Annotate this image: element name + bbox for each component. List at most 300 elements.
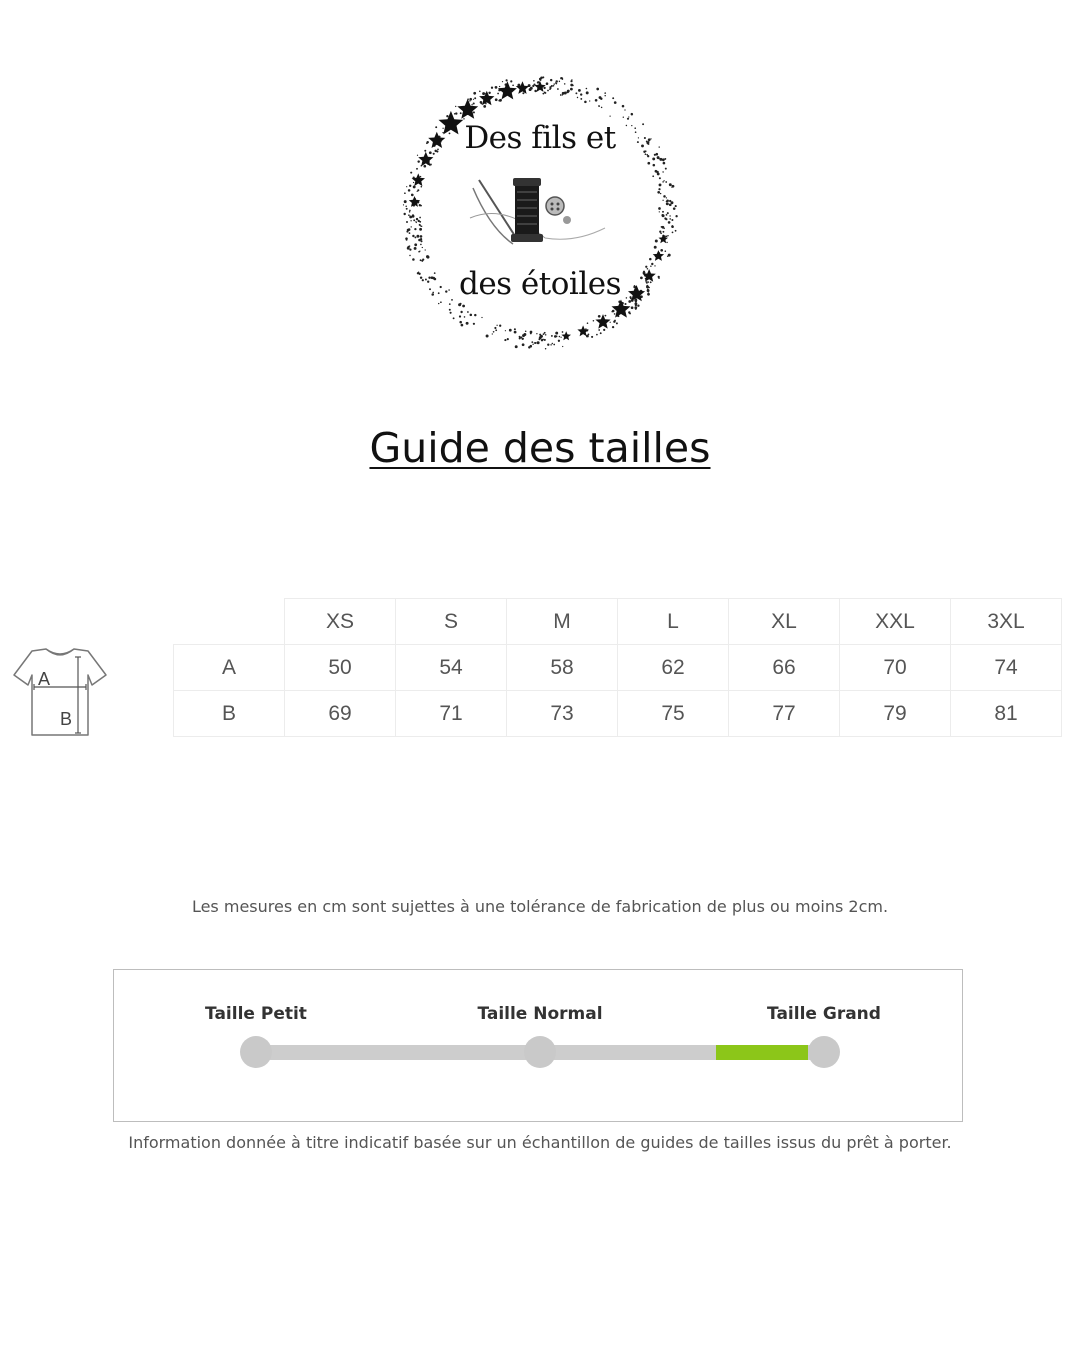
wreath-dot	[555, 82, 556, 83]
wreath-dot	[675, 205, 677, 207]
wreath-dot	[421, 260, 423, 262]
wreath-dot	[481, 317, 482, 318]
wreath-dot	[408, 214, 410, 216]
size-header: L	[618, 599, 729, 645]
wreath-dot	[637, 305, 639, 307]
wreath-dot	[417, 189, 419, 191]
wreath-dot	[570, 84, 573, 87]
wreath-dot	[666, 197, 667, 198]
wreath-dot	[413, 185, 416, 188]
wreath-dot	[509, 329, 512, 332]
fit-label-small: Taille Petit	[205, 1004, 307, 1024]
wreath-dot	[522, 343, 525, 346]
star-icon	[498, 81, 517, 99]
wreath-dot	[598, 105, 600, 107]
table-cell: 74	[951, 645, 1062, 691]
wreath-dot	[494, 327, 496, 329]
wreath-dot	[614, 101, 617, 104]
wreath-dot	[482, 92, 485, 95]
wreath-dot	[595, 99, 598, 102]
star-icon	[612, 300, 631, 318]
wreath-dot	[578, 89, 581, 92]
wreath-dot	[584, 101, 587, 104]
wreath-dot	[672, 185, 674, 187]
wreath-dot	[464, 316, 466, 318]
wreath-dot	[562, 92, 565, 95]
wreath-dot	[599, 96, 602, 99]
wreath-dot	[553, 83, 554, 84]
table-cell: 69	[285, 691, 396, 737]
wreath-dot	[616, 322, 618, 324]
wreath-dot	[653, 164, 656, 167]
star-icon	[457, 99, 478, 119]
wreath-dot	[628, 116, 629, 117]
wreath-dot	[446, 115, 448, 117]
wreath-dot	[406, 186, 407, 187]
wreath-dot	[543, 333, 545, 335]
wreath-dot	[631, 113, 633, 115]
wreath-dot	[514, 331, 517, 334]
wreath-dot	[656, 171, 659, 174]
wreath-dot	[545, 348, 546, 349]
wreath-dot	[552, 343, 553, 344]
wreath-dot	[624, 303, 626, 305]
wreath-dot	[589, 100, 590, 101]
wreath-dot	[491, 87, 493, 89]
row-label-b: B	[174, 691, 285, 737]
wreath-dot	[413, 182, 414, 183]
wreath-dot	[669, 218, 671, 220]
wreath-dot	[409, 255, 410, 256]
wreath-dot	[540, 76, 543, 79]
wreath-dot	[409, 215, 412, 218]
wreath-dot	[473, 92, 476, 95]
disclaimer-note: Information donnée à titre indicatif basée sur un échantillon de guides de tailles issus du prêt à porter.	[128, 1133, 952, 1152]
wreath-dot	[533, 80, 535, 82]
wreath-dot	[666, 242, 667, 243]
wreath-dot	[406, 221, 408, 223]
wreath-dot	[519, 337, 521, 339]
wreath-dot	[534, 90, 536, 92]
wreath-dot	[416, 235, 419, 238]
thread-spool-icon	[470, 178, 605, 244]
wreath-dot	[458, 303, 461, 306]
fit-dot-large	[808, 1036, 840, 1068]
wreath-dot	[412, 258, 415, 261]
wreath-dot	[665, 168, 667, 170]
wreath-dot	[553, 85, 555, 87]
wreath-dot	[415, 221, 416, 222]
star-icon	[412, 173, 425, 186]
wreath-dot	[420, 240, 422, 242]
size-header: XXL	[840, 599, 951, 645]
wreath-dot	[671, 201, 674, 204]
logo-line-2: des étoiles	[458, 266, 621, 302]
wreath-dot	[662, 200, 663, 201]
wreath-dot	[666, 214, 668, 216]
wreath-dot	[665, 218, 667, 220]
wreath-dot	[419, 250, 420, 251]
wreath-dot	[663, 195, 666, 198]
wreath-dot	[421, 186, 423, 188]
wreath-dot	[449, 309, 451, 311]
wreath-dot	[555, 332, 558, 335]
star-icon	[516, 81, 529, 94]
wreath-dot	[470, 314, 473, 317]
wreath-dot	[406, 208, 408, 210]
wreath-dot	[420, 205, 422, 207]
wreath-dot	[427, 256, 430, 259]
wreath-dot	[663, 228, 664, 229]
wreath-dot	[467, 311, 469, 313]
wreath-dot	[466, 322, 469, 325]
fit-dot-normal	[524, 1036, 556, 1068]
wreath-dot	[438, 303, 439, 304]
wreath-dot	[635, 304, 637, 306]
wreath-dot	[403, 213, 405, 215]
fit-scale-box	[113, 969, 963, 1122]
wreath-dot	[596, 334, 598, 336]
wreath-dot	[662, 211, 664, 213]
star-icon	[653, 250, 664, 261]
wreath-dot	[550, 79, 552, 81]
wreath-dot	[604, 92, 606, 94]
wreath-dot	[596, 88, 599, 91]
wreath-dot	[409, 185, 411, 187]
wreath-dot	[543, 87, 545, 89]
fit-indicator-bar	[716, 1045, 808, 1060]
fit-dot-small	[240, 1036, 272, 1068]
wreath-dot	[575, 92, 577, 94]
wreath-dot	[652, 175, 654, 177]
wreath-dot	[659, 177, 661, 179]
star-icon	[595, 314, 610, 329]
wreath-dot	[666, 235, 668, 237]
wreath-dot	[544, 339, 546, 341]
table-cell: 75	[618, 691, 729, 737]
wreath-dot	[419, 224, 421, 226]
wreath-dot	[410, 220, 411, 221]
wreath-dot	[662, 231, 664, 233]
wreath-dot	[416, 218, 418, 220]
wreath-dot	[577, 97, 578, 98]
wreath-dot	[559, 336, 561, 338]
wreath-dot	[413, 219, 415, 221]
wreath-dot	[417, 160, 419, 162]
wreath-dot	[603, 329, 605, 331]
wreath-dot	[614, 320, 616, 322]
wreath-dot	[410, 172, 412, 174]
wreath-dot	[542, 339, 544, 341]
wreath-dot	[586, 88, 588, 90]
wreath-dot	[421, 226, 423, 228]
row-label-a: A	[174, 645, 285, 691]
wreath-dot	[420, 259, 422, 261]
wreath-dot	[670, 204, 671, 205]
wreath-dot	[593, 320, 595, 322]
wreath-dot	[586, 91, 589, 94]
wreath-dot	[412, 235, 414, 237]
wreath-dot	[536, 333, 537, 334]
wreath-dot	[515, 345, 518, 348]
wreath-dot	[525, 330, 527, 332]
wreath-dot	[610, 322, 611, 323]
table-cell: 66	[729, 645, 840, 691]
wreath-dot	[545, 334, 546, 335]
wreath-dot	[480, 101, 483, 104]
wreath-dot	[528, 346, 530, 348]
wreath-dot	[499, 86, 500, 87]
wreath-dot	[474, 97, 476, 99]
wreath-dot	[507, 338, 509, 340]
wreath-dot	[659, 158, 662, 161]
wreath-dot	[505, 330, 506, 331]
wreath-dot	[675, 230, 677, 232]
table-cell: 79	[840, 691, 951, 737]
wreath-dot	[671, 187, 672, 188]
wreath-dot	[600, 332, 602, 334]
size-header: S	[396, 599, 507, 645]
wreath-dot	[544, 92, 546, 94]
size-header: 3XL	[951, 599, 1062, 645]
wreath-dot	[657, 191, 660, 194]
wreath-dot	[411, 226, 412, 227]
wreath-dot	[612, 97, 614, 99]
size-header: XL	[729, 599, 840, 645]
wreath-dot	[551, 85, 553, 87]
tshirt-measurement-diagram	[10, 645, 110, 741]
wreath-dot	[647, 162, 650, 165]
wreath-dot	[623, 117, 624, 118]
wreath-dot	[455, 106, 456, 107]
wreath-dot	[635, 308, 637, 310]
wreath-dot	[561, 77, 563, 79]
wreath-dot	[453, 317, 455, 319]
wreath-dot	[455, 112, 457, 114]
wreath-dot	[473, 99, 474, 100]
wreath-dot	[414, 236, 416, 238]
wreath-dot	[414, 243, 417, 246]
logo-line-1: Des fils et	[464, 120, 616, 156]
wreath-dot	[479, 91, 481, 93]
wreath-dot	[558, 340, 560, 342]
wreath-dot	[506, 79, 508, 81]
wreath-dot	[473, 111, 475, 113]
table-cell: 58	[507, 645, 618, 691]
wreath-dot	[614, 313, 616, 315]
wreath-dot	[669, 215, 670, 216]
wreath-dot	[663, 180, 664, 181]
wreath-dot	[459, 321, 462, 324]
wreath-dot	[418, 220, 420, 222]
fit-label-normal: Taille Normal	[477, 1004, 603, 1024]
wreath-dot	[624, 109, 625, 110]
wreath-dot	[659, 231, 661, 233]
wreath-dot	[562, 346, 563, 347]
wreath-dot	[498, 100, 500, 102]
wreath-dot	[530, 332, 532, 334]
wreath-dot	[556, 335, 558, 337]
wreath-dot	[408, 189, 411, 192]
table-cell: 54	[396, 645, 507, 691]
wreath-dot	[651, 263, 653, 265]
wreath-dot	[672, 232, 674, 234]
wreath-dot	[601, 107, 603, 109]
wreath-dot	[669, 183, 672, 186]
wreath-dot	[449, 303, 451, 305]
measure-label-b: B	[60, 709, 73, 729]
measure-label-a: A	[38, 669, 51, 689]
wreath-dot	[666, 199, 669, 202]
wreath-dot	[495, 329, 497, 331]
wreath-dot	[406, 239, 408, 241]
wreath-dot	[591, 336, 593, 338]
wreath-dot	[404, 192, 406, 194]
wreath-dot	[510, 80, 512, 82]
wreath-dot	[662, 181, 664, 183]
wreath-dot	[420, 238, 422, 240]
table-cell: 77	[729, 691, 840, 737]
wreath-dot	[587, 322, 589, 324]
wreath-dot	[409, 248, 411, 250]
wreath-dot	[598, 315, 601, 318]
wreath-dot	[547, 344, 549, 346]
logo-wreath	[395, 68, 685, 358]
wreath-dot	[450, 312, 452, 314]
wreath-dot	[521, 338, 523, 340]
wreath-dot	[668, 221, 671, 224]
wreath-dot	[570, 88, 573, 91]
wreath-dot	[471, 104, 472, 105]
wreath-dot	[414, 228, 416, 230]
wreath-dot	[532, 344, 533, 345]
table-cell: 71	[396, 691, 507, 737]
wreath-dot	[420, 244, 422, 246]
wreath-dot	[412, 214, 414, 216]
wreath-dot	[502, 81, 503, 82]
wreath-dot	[551, 335, 553, 337]
wreath-dot	[522, 334, 525, 337]
wreath-dot	[407, 246, 409, 248]
size-table	[173, 598, 1062, 737]
wreath-dot	[675, 215, 677, 217]
wreath-dot	[539, 334, 541, 336]
wreath-dot	[423, 165, 426, 168]
wreath-dot	[531, 341, 533, 343]
wreath-dot	[488, 92, 490, 94]
wreath-dot	[495, 98, 498, 101]
wreath-dot	[469, 98, 472, 101]
table-corner-cell	[174, 599, 285, 645]
wreath-dot	[483, 105, 486, 108]
wreath-dot	[667, 256, 668, 257]
wreath-dot	[514, 328, 516, 330]
wreath-dot	[499, 325, 501, 327]
table-row	[174, 691, 1062, 737]
wreath-dot	[671, 219, 673, 221]
wreath-dot	[564, 83, 566, 85]
wreath-dot	[660, 193, 661, 194]
wreath-dot	[598, 329, 600, 331]
wreath-dot	[534, 342, 535, 343]
wreath-dot	[671, 225, 674, 228]
wreath-dot	[604, 95, 605, 96]
wreath-dot	[473, 102, 475, 104]
wreath-dot	[486, 335, 489, 338]
wreath-dot	[664, 158, 666, 160]
table-row	[174, 645, 1062, 691]
wreath-dot	[504, 339, 506, 341]
wreath-dot	[667, 212, 669, 214]
wreath-dot	[403, 204, 404, 205]
wreath-dot	[425, 249, 426, 250]
wreath-dot	[414, 247, 417, 250]
wreath-dot	[420, 176, 421, 177]
page-title: Guide des tailles	[369, 424, 711, 472]
wreath-dot	[560, 337, 561, 338]
wreath-dot	[588, 333, 590, 335]
table-cell: 81	[951, 691, 1062, 737]
wreath-dot	[673, 207, 676, 210]
wreath-dot	[512, 84, 514, 86]
wreath-dot	[559, 81, 560, 82]
wreath-dot	[547, 90, 549, 92]
wreath-dot	[662, 214, 665, 217]
wreath-dot	[409, 210, 411, 212]
fit-label-large: Taille Grand	[767, 1004, 881, 1024]
size-header: M	[507, 599, 618, 645]
wreath-dot	[660, 249, 663, 252]
wreath-dot	[497, 93, 499, 95]
wreath-dot	[580, 93, 582, 95]
wreath-dot	[631, 306, 634, 309]
wreath-dot	[409, 211, 410, 212]
wreath-dot	[666, 202, 669, 205]
wreath-dot	[663, 162, 666, 165]
wreath-dot	[419, 228, 422, 231]
wreath-dot	[665, 181, 667, 183]
wreath-dot	[553, 344, 555, 346]
wreath-dot	[419, 217, 421, 219]
wreath-dot	[460, 311, 462, 313]
wreath-dot	[622, 105, 625, 108]
wreath-dot	[459, 315, 461, 317]
tolerance-note: Les mesures en cm sont sujettes à une tolérance de fabrication de plus ou moins 2cm.	[191, 897, 889, 916]
wreath-dot	[409, 232, 411, 234]
wreath-dot	[549, 88, 551, 90]
wreath-dot	[422, 247, 423, 248]
wreath-dot	[460, 112, 462, 114]
wreath-dot	[416, 168, 418, 170]
wreath-dot	[530, 87, 533, 90]
wreath-dot	[473, 323, 475, 325]
wreath-dot	[605, 315, 607, 317]
wreath-dot	[612, 310, 615, 313]
wreath-dot	[654, 246, 657, 249]
wreath-dot	[496, 325, 497, 326]
wreath-dot	[567, 90, 570, 93]
wreath-dot	[550, 344, 551, 345]
wreath-dot	[537, 341, 540, 344]
wreath-dot	[469, 100, 470, 101]
wreath-dot	[659, 183, 662, 186]
wreath-dot	[665, 250, 667, 252]
wreath-dot	[474, 314, 476, 316]
wreath-dot	[667, 235, 668, 236]
wreath-dot	[571, 79, 572, 80]
table-cell: 62	[618, 645, 729, 691]
wreath-dot	[493, 331, 495, 333]
